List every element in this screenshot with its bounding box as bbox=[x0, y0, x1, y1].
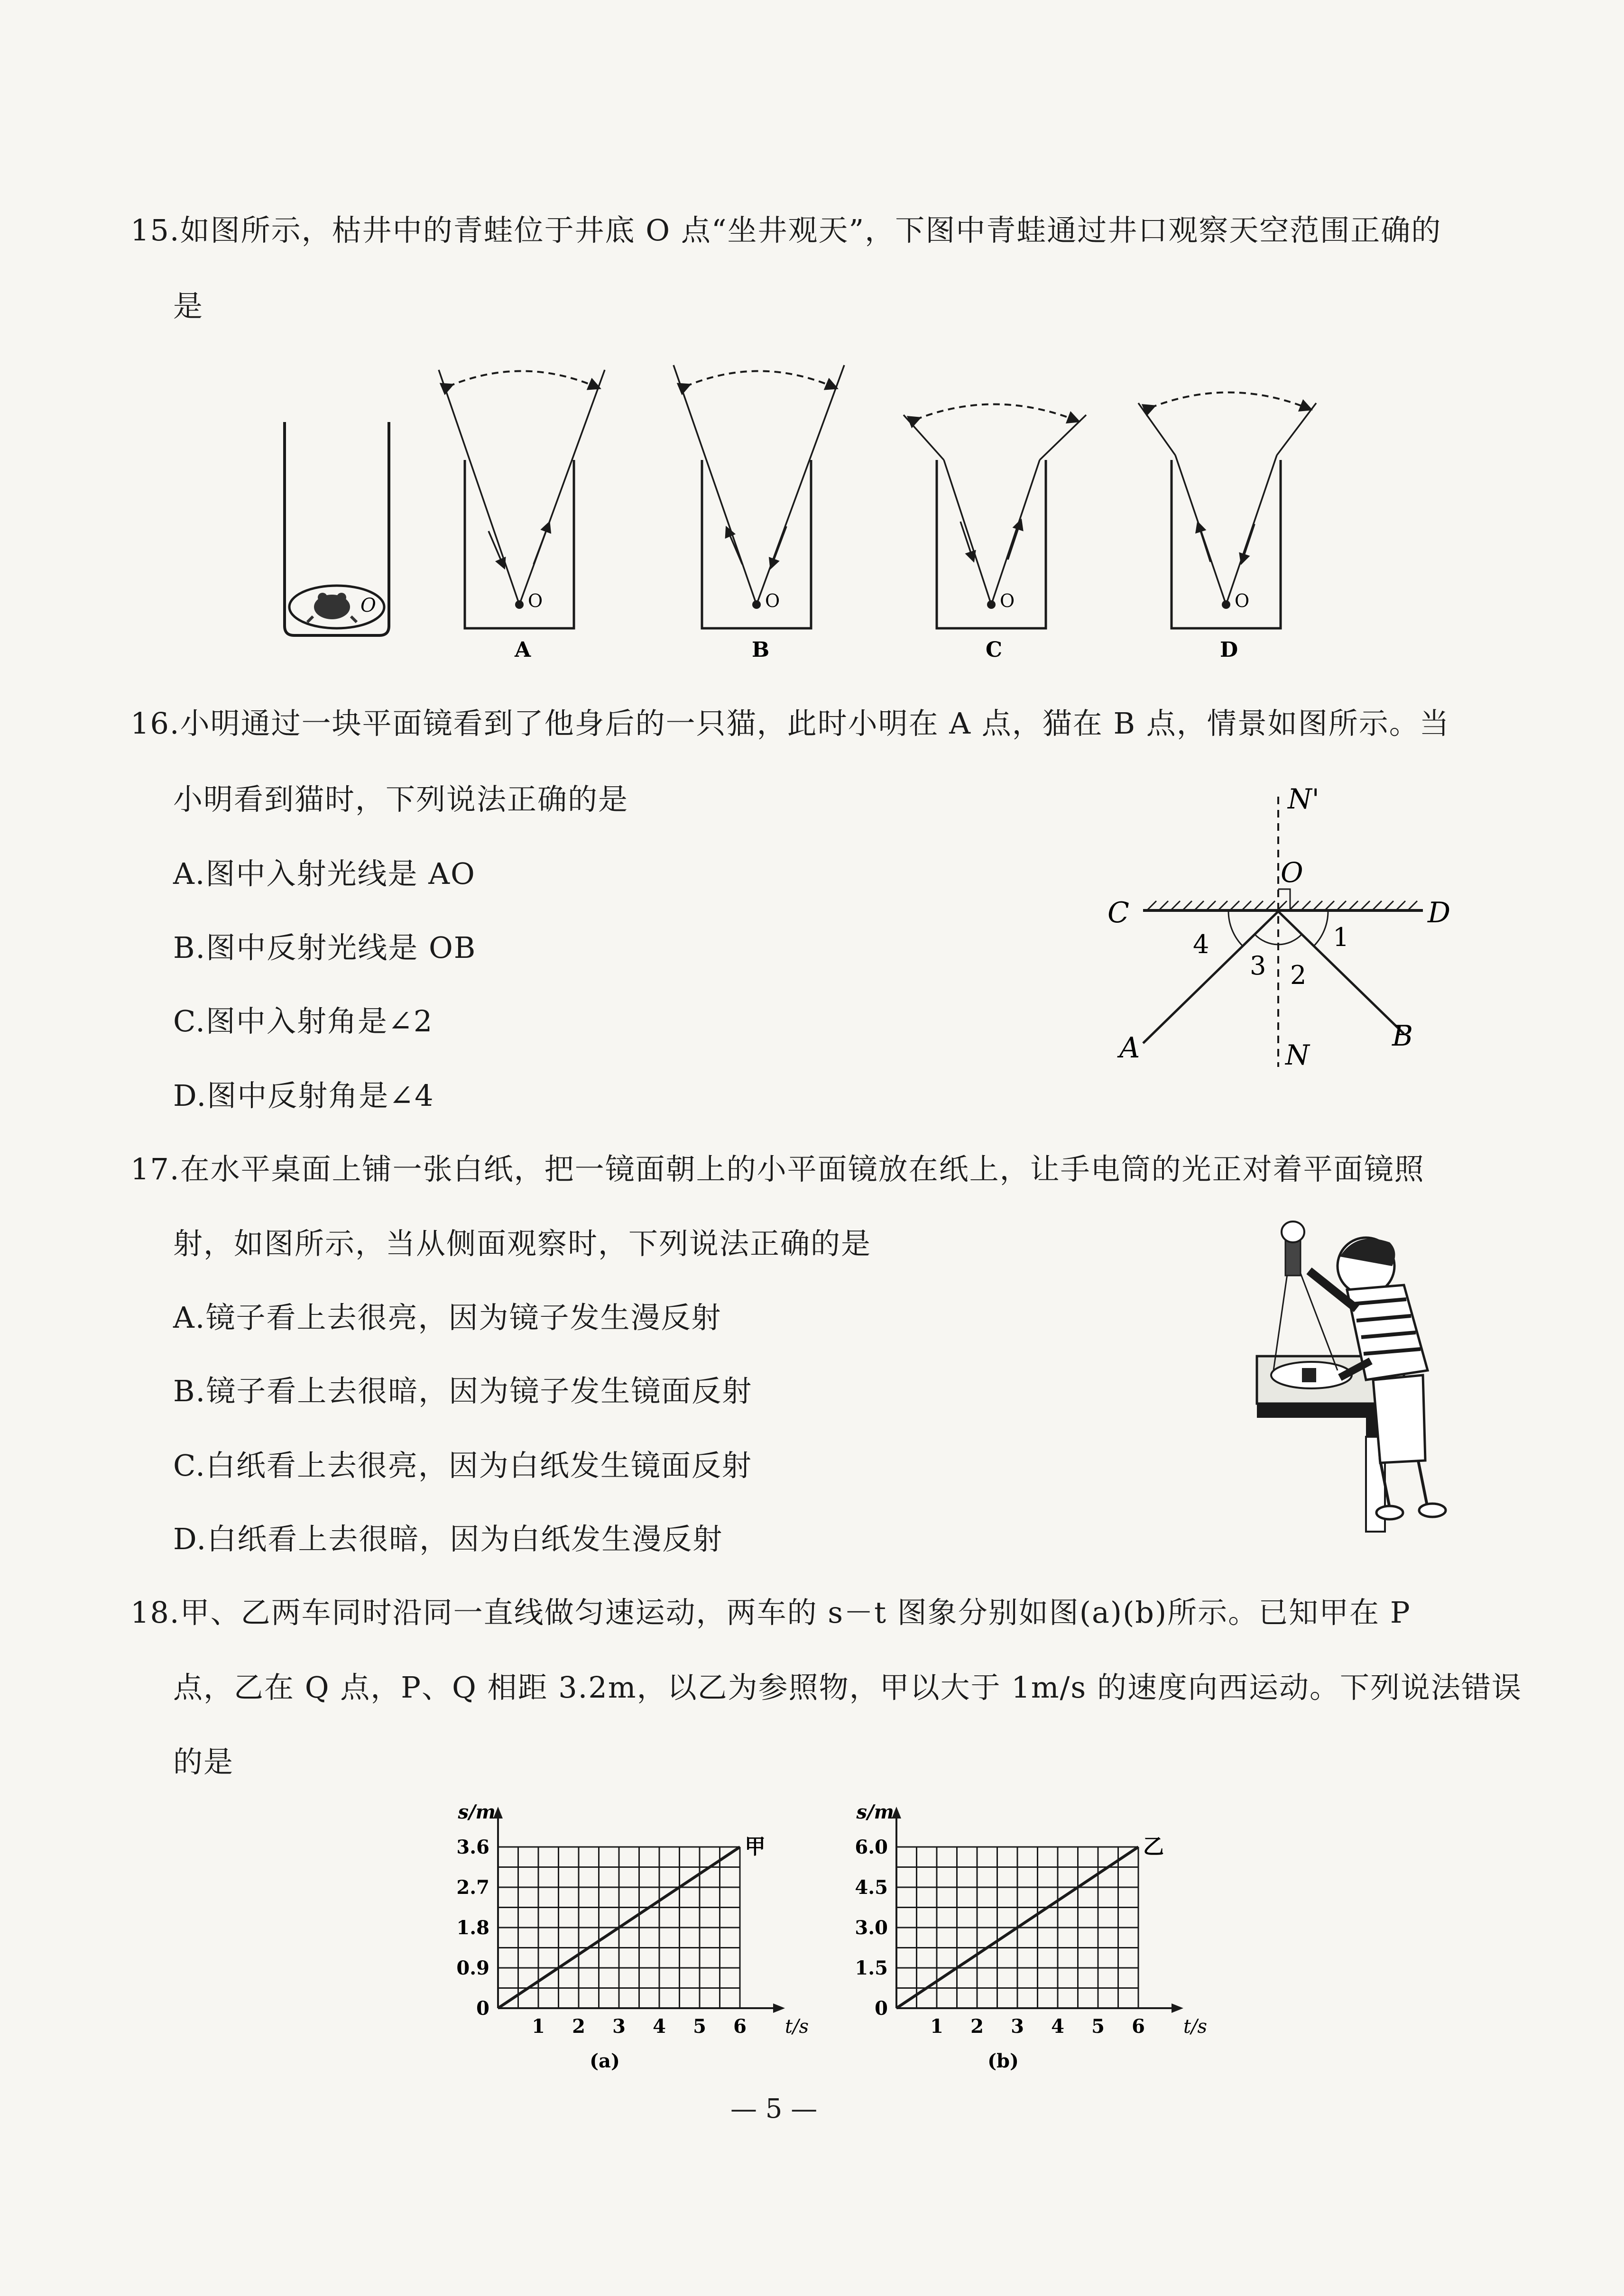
y-tick-label: 0.9 bbox=[456, 1957, 489, 1979]
q18-text-line2: 点，乙在 Q 点，P、Q 相距 3.2m，以乙为参照物，甲以大于 1m/s 的速度向西运动。下列说法错误 bbox=[173, 1670, 1522, 1705]
q17-option-c: C.白纸看上去很亮，因为白纸发生镜面反射 bbox=[173, 1448, 752, 1483]
svg-text:4: 4 bbox=[1193, 929, 1209, 959]
x-axis-arrow bbox=[1172, 2003, 1183, 2013]
svg-text:O: O bbox=[1235, 590, 1250, 611]
x-axis-arrow bbox=[773, 2003, 785, 2013]
svg-text:O: O bbox=[1000, 590, 1015, 611]
q16-option-b: B.图中反射光线是 OB bbox=[173, 930, 477, 965]
x-tick-label: 3 bbox=[612, 2015, 626, 2038]
frog-icon bbox=[307, 593, 357, 622]
x-tick-label: 3 bbox=[1011, 2015, 1024, 2038]
q16-option-a: A.图中入射光线是 AO bbox=[173, 856, 476, 891]
q15-option-c-figure bbox=[904, 404, 1086, 662]
svg-text:D: D bbox=[1220, 638, 1238, 662]
x-axis-label: t/s bbox=[1183, 2016, 1208, 2038]
y-axis-label: s/m bbox=[856, 1802, 894, 1823]
svg-text:O: O bbox=[360, 595, 376, 616]
x-tick-label: 2 bbox=[970, 2015, 984, 2038]
x-tick-label: 6 bbox=[1132, 2015, 1145, 2038]
q15-option-a-figure bbox=[439, 370, 605, 662]
q15-option-b-figure bbox=[674, 365, 844, 662]
q15-text-line2: 是 bbox=[173, 289, 204, 323]
svg-text:B: B bbox=[752, 638, 770, 662]
y-tick-label: 2.7 bbox=[456, 1876, 489, 1899]
series-label: 甲 bbox=[745, 1835, 766, 1859]
chart-b bbox=[825, 1802, 1214, 2096]
svg-text:2: 2 bbox=[1290, 960, 1307, 990]
q17-option-b: B.镜子看上去很暗，因为镜子发生镜面反射 bbox=[173, 1374, 753, 1408]
svg-text:B: B bbox=[1392, 1019, 1413, 1053]
svg-text:O: O bbox=[528, 590, 543, 611]
x-tick-label: 5 bbox=[1091, 2015, 1105, 2038]
chart-caption: (a) bbox=[590, 2050, 620, 2072]
y-tick-label: 6.0 bbox=[855, 1836, 888, 1858]
svg-text:1: 1 bbox=[1333, 922, 1349, 952]
svg-text:3: 3 bbox=[1250, 951, 1266, 981]
q16-option-c: C.图中入射角是∠2 bbox=[173, 1004, 434, 1038]
x-tick-label: 1 bbox=[930, 2015, 943, 2038]
q16-text-line1: 16.小明通过一块平面镜看到了他身后的一只猫，此时小明在 A 点，猫在 B 点，情景如图所示。当 bbox=[130, 706, 1450, 741]
x-axis-label: t/s bbox=[785, 2016, 809, 2038]
svg-text:N': N' bbox=[1288, 787, 1320, 815]
y-tick-label: 1.5 bbox=[855, 1957, 888, 1979]
svg-text:O: O bbox=[765, 590, 780, 611]
y-tick-label: 0 bbox=[875, 1997, 888, 2020]
q17-option-a: A.镜子看上去很亮，因为镜子发生漫反射 bbox=[173, 1300, 722, 1335]
q16-option-d: D.图中反射角是∠4 bbox=[173, 1078, 434, 1113]
y-axis-label: s/m bbox=[458, 1802, 496, 1823]
svg-text:C: C bbox=[1107, 896, 1129, 929]
series-label: 乙 bbox=[1143, 1835, 1164, 1859]
frog-well-figure bbox=[285, 422, 389, 635]
x-tick-label: 5 bbox=[693, 2015, 706, 2038]
q16-text-line2: 小明看到猫时，下列说法正确的是 bbox=[173, 782, 629, 817]
y-tick-label: 1.8 bbox=[456, 1917, 489, 1939]
svg-text:D: D bbox=[1428, 896, 1451, 929]
y-tick-label: 3.0 bbox=[855, 1917, 888, 1939]
y-tick-label: 0 bbox=[476, 1997, 489, 2020]
q17-flashlight-illustration bbox=[1247, 1214, 1475, 1536]
x-tick-label: 2 bbox=[572, 2015, 585, 2038]
q17-text-line2: 射，如图所示，当从侧面观察时，下列说法正确的是 bbox=[173, 1226, 872, 1261]
chart-caption: (b) bbox=[987, 2050, 1019, 2072]
q18-text-line1: 18.甲、乙两车同时沿同一直线做匀速运动，两车的 s－t 图象分别如图(a)(b)所示。已知甲在 P bbox=[130, 1595, 1411, 1630]
y-tick-label: 4.5 bbox=[855, 1876, 888, 1899]
page-number: — 5 — bbox=[730, 2094, 818, 2124]
x-tick-label: 4 bbox=[653, 2015, 666, 2038]
svg-text:A: A bbox=[515, 638, 531, 662]
chart-a bbox=[427, 1802, 816, 2096]
svg-text:A: A bbox=[1119, 1031, 1140, 1065]
q15-option-d-figure bbox=[1138, 393, 1316, 662]
svg-text:O: O bbox=[1281, 856, 1303, 889]
q17-text-line1: 17.在水平桌面上铺一张白纸，把一镜面朝上的小平面镜放在纸上，让手电筒的光正对着平面镜照 bbox=[130, 1152, 1425, 1186]
x-tick-label: 6 bbox=[733, 2015, 747, 2038]
x-tick-label: 4 bbox=[1051, 2015, 1064, 2038]
x-tick-label: 1 bbox=[532, 2015, 545, 2038]
q17-option-d: D.白纸看上去很暗，因为白纸发生漫反射 bbox=[173, 1522, 723, 1556]
q15-text-line1: 15.如图所示，枯井中的青蛙位于井底 O 点“坐井观天”，下图中青蛙通过井口观察天空范围正确的 bbox=[130, 213, 1442, 248]
q18-text-line3: 的是 bbox=[173, 1745, 234, 1779]
y-tick-label: 3.6 bbox=[456, 1836, 489, 1858]
svg-text:N: N bbox=[1285, 1039, 1310, 1071]
svg-text:C: C bbox=[986, 638, 1003, 662]
q15-figures bbox=[266, 360, 1356, 664]
q16-mirror-figure bbox=[1100, 787, 1470, 1081]
